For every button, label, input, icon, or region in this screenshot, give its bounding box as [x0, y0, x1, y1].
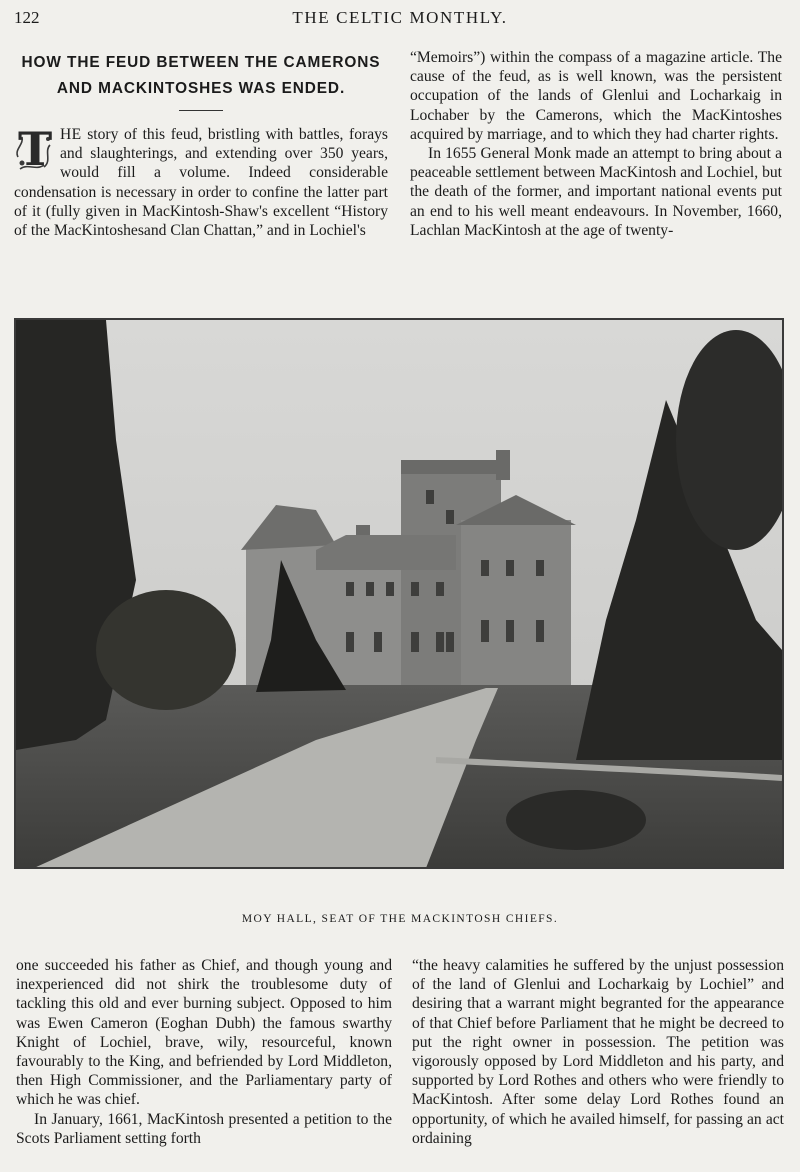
drop-cap-letter: T — [18, 122, 53, 176]
figure-caption: MOY HALL, SEAT OF THE MACKINTOSH CHIEFS. — [241, 913, 559, 925]
bottom-left-column — [16, 956, 392, 1148]
intro-paragraph — [14, 122, 388, 240]
moy-hall-photo — [14, 318, 784, 869]
paragraph: In January, 1661, MacKintosh presented a petition to the Scots Parliament setting forth — [16, 1110, 392, 1147]
paragraph: “Memoirs”) within the compass of a magazine article. The cause of the feud, as is well known, was the persistent occupation of the lands of Glenlui and Locharkaig in Lochaber by the Camerons, which the MacKintoshes acquired by marriage, and to which they had charter rights. — [410, 49, 782, 143]
drop-cap — [14, 122, 54, 176]
moy-hall-illustration — [16, 320, 782, 867]
paragraph: In 1655 General Monk made an attempt to bring about a peaceable settlement between MacKintosh and Lochiel, but the death of the former, and important national events put an end to his well meant endeavours. In November, 1660, Lachlan MacKintosh at the age of twenty- — [410, 145, 782, 239]
paragraph: “the heavy calamities he suffered by the unjust possession of the land of Glenlui and Locharkaig by Lochiel” and desiring that a warrant might begranted for the appearance of that Chief before Parliament that he might be decreed to put the right owner in possession. The petition was vigorously opposed by Lord Middleton and his party, and supported by Lord Rothes and others who were friendly to MacKintosh. After some delay Lord Rothes found an opportunity, of which he availed himself, for passing an act ordaining — [412, 957, 784, 1147]
running-title: THE CELTIC MONTHLY. — [292, 8, 508, 27]
lead-caps: HE — [60, 126, 82, 143]
title-divider — [179, 110, 223, 111]
intro-text: story of this feud, bristling with battles, forays and slaughterings, and extending over 350 years, would fill a volume. Indeed considerable condensation is necessary in order to confine the latter part of it (fully given in MacKintosh-Shaw's excellent “History of the MacKintoshesand Clan Chattan,” and in Lochiel's — [14, 126, 388, 240]
top-right-column — [410, 48, 782, 240]
page-header — [14, 6, 786, 32]
article-title: HOW THE FEUD BETWEEN THE CAMERONS AND MACKINTOSHES WAS ENDED. — [21, 54, 381, 97]
page-number: 122 — [14, 8, 40, 27]
paragraph: one succeeded his father as Chief, and though young and inexperienced did not shirk the troublesome duty of tackling this old and ever burning subject. Opposed to him was Ewen Cameron (Eoghan Dubh) the famous swarthy Knight of Lochiel, brave, wily, resourceful, known favourably to the King, and befriended by Lord Middleton, then High Commissioner, and the Parliamentary party of which he was chief. — [16, 957, 392, 1109]
bottom-right-column — [412, 956, 784, 1148]
top-left-column — [14, 50, 388, 240]
